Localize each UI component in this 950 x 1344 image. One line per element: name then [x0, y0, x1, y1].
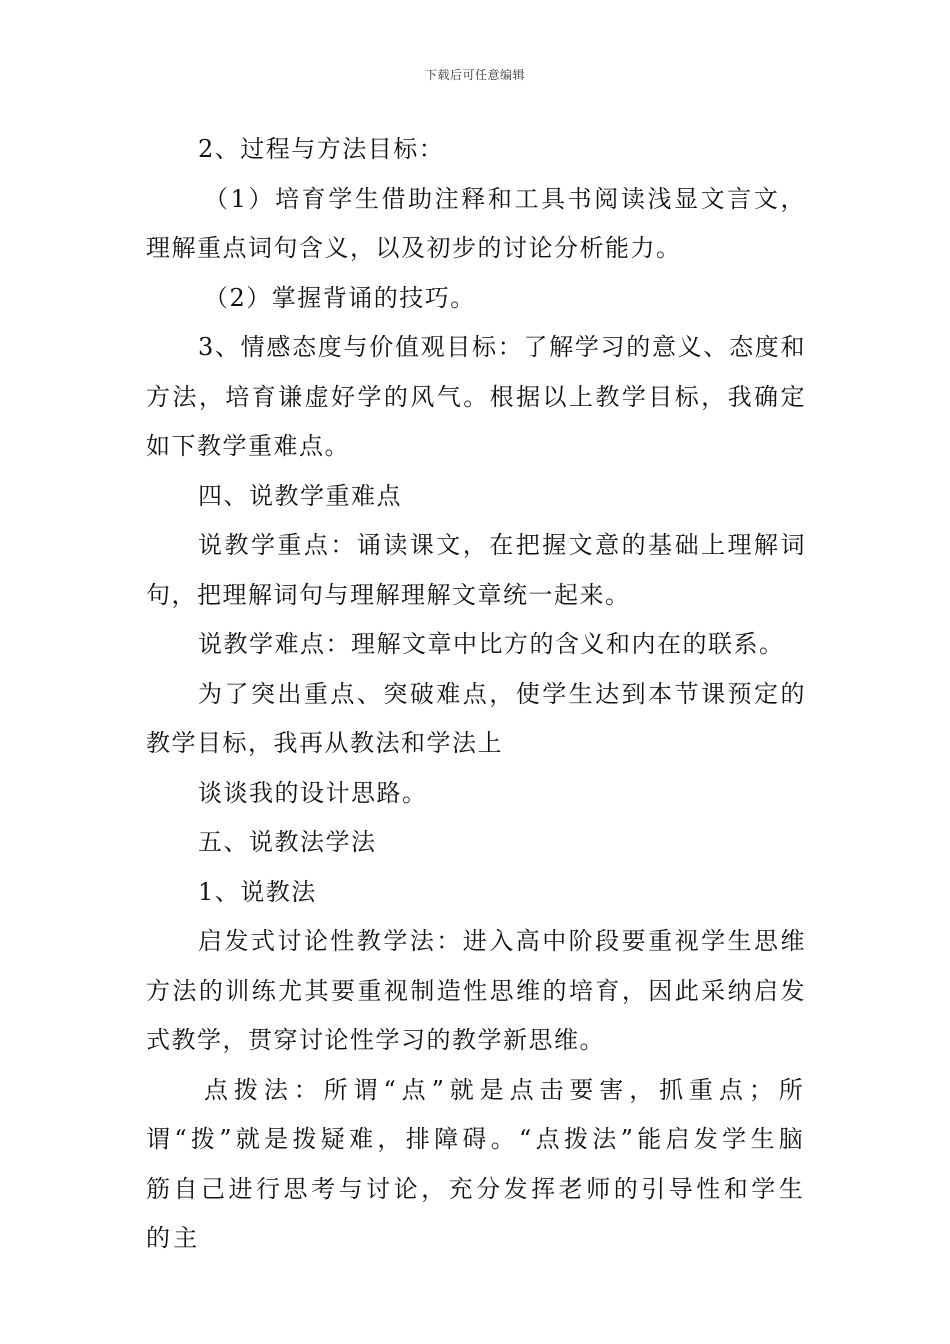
page-header: 下载后可任意编辑 [424, 68, 525, 82]
paragraph-key-point: 说教学重点：诵读课文，在把握文意的基础上理解词句，把理解词句与理解理解文章统一起来。 [146, 531, 806, 609]
section-heading-key-difficult-points: 四、说教学重难点 [198, 481, 402, 510]
subheading-teaching-method: 1、说教法 [198, 877, 317, 906]
paragraph-goal-item-2: （2）掌握背诵的技巧。 [204, 283, 476, 312]
paragraph-goal-item-1: （1）培育学生借助注释和工具书阅读浅显文言文，理解重点词句含义，以及初步的讨论分析能力。 [146, 184, 806, 262]
paragraph-transition: 为了突出重点、突破难点，使学生达到本节课预定的教学目标，我再从教法和学法上 [146, 679, 806, 757]
paragraph-difficult-point: 说教学难点：理解文章中比方的含义和内在的联系。 [198, 630, 785, 658]
paragraph-guidance-method: 点拨法：所谓“点”就是点击要害，抓重点；所谓“拨”就是拨疑难，排障碍。“点拨法”能启发学生脑筋自己进行思考与讨论，充分发挥老师的引导性和学生的主 [146, 1075, 806, 1252]
paragraph-heuristic-method: 启发式讨论性教学法：进入高中阶段要重视学生思维方法的训练尤其要重视制造性思维的培育，因此采纳启发式教学，贯穿讨论性学习的教学新思维。 [146, 927, 806, 1054]
paragraph-process-method-goal: 2、过程与方法目标： [198, 135, 445, 163]
paragraph-emotion-goal: 3、情感态度与价值观目标：了解学习的意义、态度和方法，培育谦虚好学的风气。根据以上教学目标，我确定如下教学重难点。 [146, 333, 806, 460]
document-body [146, 125, 806, 1264]
section-heading-methods: 五、说教法学法 [198, 828, 377, 856]
paragraph-design-ideas: 谈谈我的设计思路。 [198, 778, 428, 807]
